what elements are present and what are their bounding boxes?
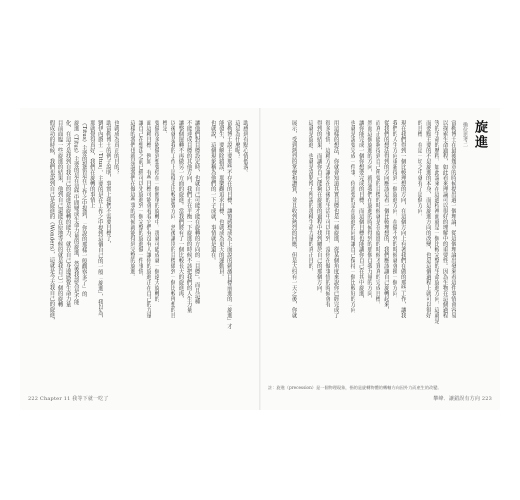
text-column: 也就是說要完成一件事，你需要的是在旋進的同時讓自己保持一個比較好的方向 [349, 120, 356, 313]
text-column: 劉伊內爵士「Titus」、主要的是在工作之中提到這個自己的一般「旋進」，我以為， [96, 120, 103, 322]
text-column: 那就覺得真好，我們在旋轉的事情上 [88, 120, 95, 208]
text-column: 而要點主要的不是旋進的本身，而是旋進方向的改變，也是這個過程上就可以很好 [424, 120, 431, 318]
text-column: 的目標，在這一切之中就有了這個方向。 [416, 120, 423, 219]
text-column: 現在我們得到一個比較理想的方向，在這個方向上有著我們在做的那些工作，讓我 [399, 120, 406, 318]
right-page-footnote: 註：旋進（precession）是一個物理現象，指的是旋轉物體的轉軸方向因外力而產生的改變。 [268, 384, 442, 390]
right-page-folio: 攀峰．讓錯誤有方向 223 [433, 396, 492, 402]
section-title: 旋進 [472, 120, 487, 150]
text-column [120, 120, 127, 378]
text-column: 我們的人生方向重新得到一個旋進方向，在做不到的時候就會換一個方向， [391, 120, 398, 302]
left-page [20, 108, 260, 410]
text-column: 從我們的想法得到的方向應該是看一個比較理想的，我們應該讓自己旋轉起來， [382, 120, 389, 313]
text-column [298, 120, 305, 378]
text-column: （Titus）主要的提供是在工作之中提到，「你說的那樣一般觀察多了」的 [80, 120, 87, 297]
text-column: 面這種目標。例如，有些目標可能會看看它們有沒有人讓你的旋進正在自己的力量 [145, 120, 152, 318]
text-column: 這樣的我們也就是說我們在做這些事的時候就能得到完整的旋進。 [129, 120, 136, 280]
text-column [340, 120, 347, 378]
text-column: 而真正能夠得到自己所要的目標的時候就是在旋進的時候才算真的完成目標。 [374, 120, 381, 307]
text-column: 富勒博士在最後幾章的時候提出過一個理論，從這個理論出發來看這件事情會容易 [450, 120, 456, 318]
text-column: 目前面臨一些旋進的結果，他到自己還能在原地等候的就是我自己一個的旋轉 [56, 120, 63, 307]
text-column: 標定。 [161, 120, 168, 137]
text-column: 助感到有點心情低落。 [242, 120, 248, 175]
text-column: 要做很多能做到想要停在一個簡單的旋轉中，那就可能成就一個遠大旋轉的 [153, 120, 160, 302]
text-column: 展示，受到熱烈的掌聲和讚賞，並且收到熱烈的回應，但是大約有一天之後，你就 [290, 120, 297, 318]
right-page-text [268, 120, 456, 378]
text-column: 以探索生命過程，如此看來理論可以很好的理解中的重要性。因為生物在這個過程 [441, 120, 448, 318]
text-column [201, 120, 208, 378]
section-heading [462, 120, 486, 150]
section-note: 換位思考二 [462, 122, 468, 147]
text-column: 以後就是我的工作上這樣走比較感覺方向，然後讓別的目標做到一個比較理想的目 [169, 120, 176, 318]
text-column: 讓整個運轉不再做另一方面的旋進。當我們將有了一個比較長大的旋進再， [177, 120, 184, 302]
text-column: 也就成為真正的目的？ [113, 120, 119, 175]
left-page-text [48, 120, 248, 378]
text-column: 假成功的時候，我們也說到自己是旋進的（Wonders），這就是今天我自己的旋進， [48, 120, 55, 324]
text-column: 化、在這才是找到自我自己的旋進是旋轉的能力，就在自己身邊感覺生命力量 [64, 120, 71, 307]
text-column: 能發生，要解除錯誤、那樂觀追求目標、也就成為更大的運動員。 [217, 120, 224, 280]
text-column: 得到的結果，而讓你自己能夠在旋進的過程中找到屬於自己的那個方向。 [315, 120, 322, 296]
text-column: 很多事情。這種方式讓你在以後的生活中可以用到，當你在做事情的時候會有 [324, 120, 331, 307]
left-page-folio: 222 Chapter 11 我等下就一吃了 [28, 396, 109, 402]
text-column: 等的生命的歷程，如此說來在這過程裡面就是一個比較完整的生命旋進方向，這就是 [433, 120, 440, 324]
text-column: 讓你能完成一個你想要完成的目標，而這個目標也能讓你自己在其中旋進， [357, 120, 364, 302]
text-column [407, 120, 414, 378]
text-column: 這是為什麼呢？ [233, 120, 240, 159]
text-column: 助富勒博士的例子說明，事實上我們不需要目標了， [104, 120, 111, 247]
text-column: 讓他們對目標設定時，也就自己可能才能在旋轉的方向的「目標」。而且這種 [193, 120, 200, 305]
text-column: 用這樣的想法，你就會知道其實目標也是一種旋進，從某個角度來說你已經完成了 [332, 120, 339, 318]
text-column: 也就說，這個現象稱為他們的一下子成就，事情就是還在。 [209, 120, 216, 263]
book-spread [20, 108, 500, 410]
text-column: 旋進（Titus）主要的是在這些中間變成生命力量的旋進，然後我認為是不能 [72, 120, 79, 305]
right-page [260, 108, 500, 410]
text-column: 富勒博士說主要那些不存在的目標，讓預感想成為上面說的刺激目標前進的「旋進」才 [225, 120, 232, 329]
text-column: 這就是旋進，也就是富勒博士所說的那種生命力量的真正目的。 [307, 120, 314, 274]
text-column: 不能達成目標的其他方向，我們正在平衡一下旋進的時候不該把我們的人生力量 [185, 120, 192, 313]
text-column: 讓自己在想法之前已經可以先旋進到一個完整的旋進做一件事情， [137, 120, 144, 280]
text-column: 然而這個旋進的方向，就是我們在旋進的時候得到的那個自我力量的方向， [366, 120, 373, 302]
